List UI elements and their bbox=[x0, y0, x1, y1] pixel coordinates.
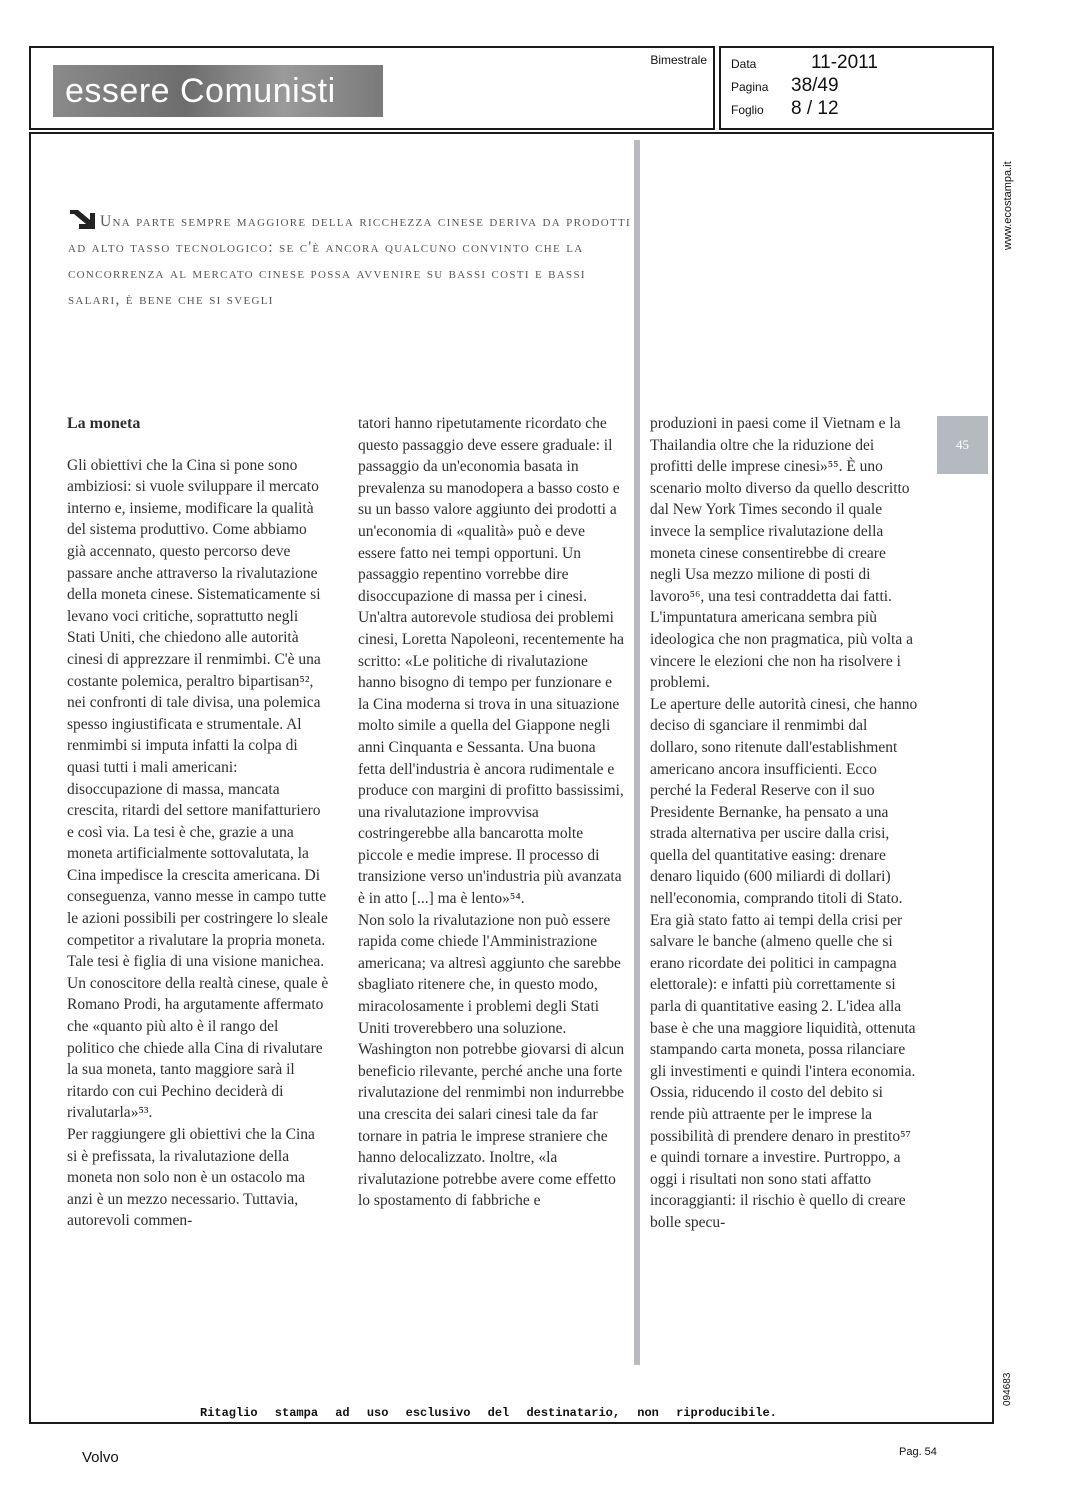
footer-note: Ritaglio stampa ad uso esclusivo del destinatario, non riproducibile. bbox=[200, 1406, 777, 1420]
paragraph: Gli obiettivi che la Cina si pone sono ambiziosi: si vuole sviluppare il mercato interno e, insieme, modificare la qualità del sistema produttivo. Come abbiamo già accennato, questo percorso deve passare anche attraverso la rivalutazione della moneta cinese. Sistematicamente si levano voci critiche, soprattutto negli Stati Uniti, che chiedono alle autorità cinesi di apprezzare il renmimbi. C'è una costante polemica, peraltro bipartisan⁵², nei confronti di tale divisa, una polemica spesso ingiustificata e strumentale. Al renmimbi si imputa infatti la colpa di quasi tutti i mali americani: disoccupazione di massa, mancata crescita, ritardi del settore manifatturiero e così via. La tesi è che, grazie a una moneta artificialmente sottovalutata, la Cina impedisce la crescita americana. Di conseguenza, vanno messe in campo tutte le azioni possibili per costringere lo sleale competitor a rivalutare la propria moneta. Tale tesi è figlia di una visione manichea. Un conoscitore della realtà cinese, quale è Romano Prodi, ha argutamente affermato che «quanto più alto è il rango del politico che chiede alla Cina di rivalutare la sua moneta, tanto maggiore sarà il ritardo con cui Pechino deciderà di rivalutarla»⁵³. bbox=[67, 456, 329, 1122]
paragraph: produzioni in paesi come il Vietnam e la Thailandia oltre che la riduzione dei profitti delle imprese cinesi»⁵⁵. È uno scenario molto diverso da quello descritto dal New York Times secondo il quale invece la semplice rivalutazione della moneta cinese consentirebbe di creare negli Usa mezzo milione di posti di lavoro⁵⁶, una tesi contraddetta dai fatti. L'impuntatura americana sembra più ideologica che non pragmatica, più volta a vincere le elezioni che non ha risolvere i problemi. bbox=[650, 415, 913, 692]
website-text: www.ecostampa.it bbox=[1002, 161, 1014, 250]
arrow-down-right-icon bbox=[68, 208, 96, 230]
meta-page-label: Pagina bbox=[731, 80, 769, 94]
meta-page bbox=[731, 75, 839, 97]
meta-page-value: 38/49 bbox=[791, 75, 839, 96]
paragraph: Non solo la rivalutazione non può essere rapida come chiede l'Amministrazione americana; va altresì aggiunto che sarebbe sbagliato ritenere che, in questo modo, miracolosamente i problemi degli Stati Uniti troverebbero una soluzione. Washington non potrebbe giovarsi di alcun beneficio rilevante, perché anche una forte rivalutazione del renmimbi non indurrebbe una crescita dei salari cinesi tale da far tornare in patria le imprese straniere che hanno delocalizzato. Inoltre, «la rivalutazione potrebbe avere come effetto lo spostamento di fabbriche e bbox=[358, 911, 625, 1210]
document-code: 094683 bbox=[1002, 1372, 1013, 1406]
pull-quote bbox=[68, 208, 638, 313]
document-code-vertical bbox=[1002, 1360, 1016, 1406]
article-column-1 bbox=[67, 413, 329, 1232]
magazine-page-number: 45 bbox=[937, 416, 988, 474]
meta-date-label: Data bbox=[731, 57, 757, 71]
meta-box bbox=[719, 46, 994, 130]
meta-sheet-label: Foglio bbox=[731, 103, 764, 117]
magazine-logo bbox=[53, 65, 383, 117]
column-divider bbox=[634, 140, 640, 1365]
meta-date-value: 11-2011 bbox=[811, 52, 878, 73]
periodicity-label: Bimestrale bbox=[650, 53, 707, 67]
article-heading: La moneta bbox=[67, 415, 141, 432]
website-vertical bbox=[1002, 140, 1016, 250]
meta-sheet-value: 8 / 12 bbox=[791, 98, 839, 119]
paragraph: tatori hanno ripetutamente ricordato che questo passaggio deve essere graduale: il passaggio da un'economia basata in prevalenza su manodopera a basso costo e su un basso valore aggiunto dei prodotti a un'economia di «qualità» può e deve essere fatto nei tempi opportuni. Un passaggio repentino vorrebbe dire disoccupazione di massa per i cinesi. Un'altra autorevole studiosa dei problemi cinesi, Loretta Napoleoni, recentemente ha scritto: «Le politiche di rivalutazione hanno bisogno di tempo per funzionare e la Cina moderna si trova in una situazione molto simile a quella del Giappone negli anni Cinquanta e Sessanta. Una buona fetta dell'industria è ancora rudimentale e produce con margini di profitto bassissimi, una rivalutazione improvvisa costringerebbe alla bancarotta molte piccole e medie imprese. Il processo di transizione verso un'industria più avanzata è in atto [...] ma è lento»⁵⁴. bbox=[358, 415, 624, 908]
client-name: Volvo bbox=[82, 1449, 119, 1466]
article-column-2 bbox=[358, 413, 626, 1212]
page-number: Pag. 54 bbox=[899, 1446, 937, 1458]
paragraph: Per raggiungere gli obiettivi che la Cina si è prefissata, la rivalutazione della moneta non solo non è un ostacolo ma anzi è un mezzo necessario. Tuttavia, autorevoli commen- bbox=[67, 1126, 315, 1230]
paragraph: Le aperture delle autorità cinesi, che hanno deciso di sganciare il renmimbi dal dollaro, sono ritenute dall'establishment americano ancora insufficienti. Ecco perché la Federal Reserve con il suo Presidente Bernanke, ha pensato a una strada alternativa per uscire dalla crisi, quella del quantitative easing: drenare denaro liquido (600 miliardi di dollari) nell'economia, comprando titoli di Stato. Era già stato fatto ai tempi della crisi per salvare le banche (almeno quelle che si erano ricordate dei politici in campagna elettorale): e infatti più correttamente si parla di quantitative easing 2. L'idea alla base è che una maggiore liquidità, ottenuta stampando carta moneta, possa rilanciare gli investimenti e quindi l'intera economia. Ossia, riducendo il costo del debito si rende più attraente per le imprese la possibilità di prendere denaro in prestito⁵⁷ e quindi tornare a investire. Purtroppo, a oggi i risultati non sono stati affatto incoraggianti: il rischio è quello di creare bolle specu- bbox=[650, 695, 918, 1231]
article-column-3 bbox=[650, 413, 918, 1234]
header-box bbox=[29, 46, 715, 130]
logo-text: essere Comunisti bbox=[65, 71, 336, 110]
pull-quote-text: Una parte sempre maggiore della ricchezza cinese deriva da prodotti ad alto tasso tecnologico: se c'è ancora qualcuno convinto che la concorrenza al mercato cinese possa avvenire su bassi costi e bassi salari, è bene che si svegli bbox=[68, 213, 631, 308]
meta-date bbox=[731, 52, 878, 74]
meta-sheet bbox=[731, 98, 839, 120]
